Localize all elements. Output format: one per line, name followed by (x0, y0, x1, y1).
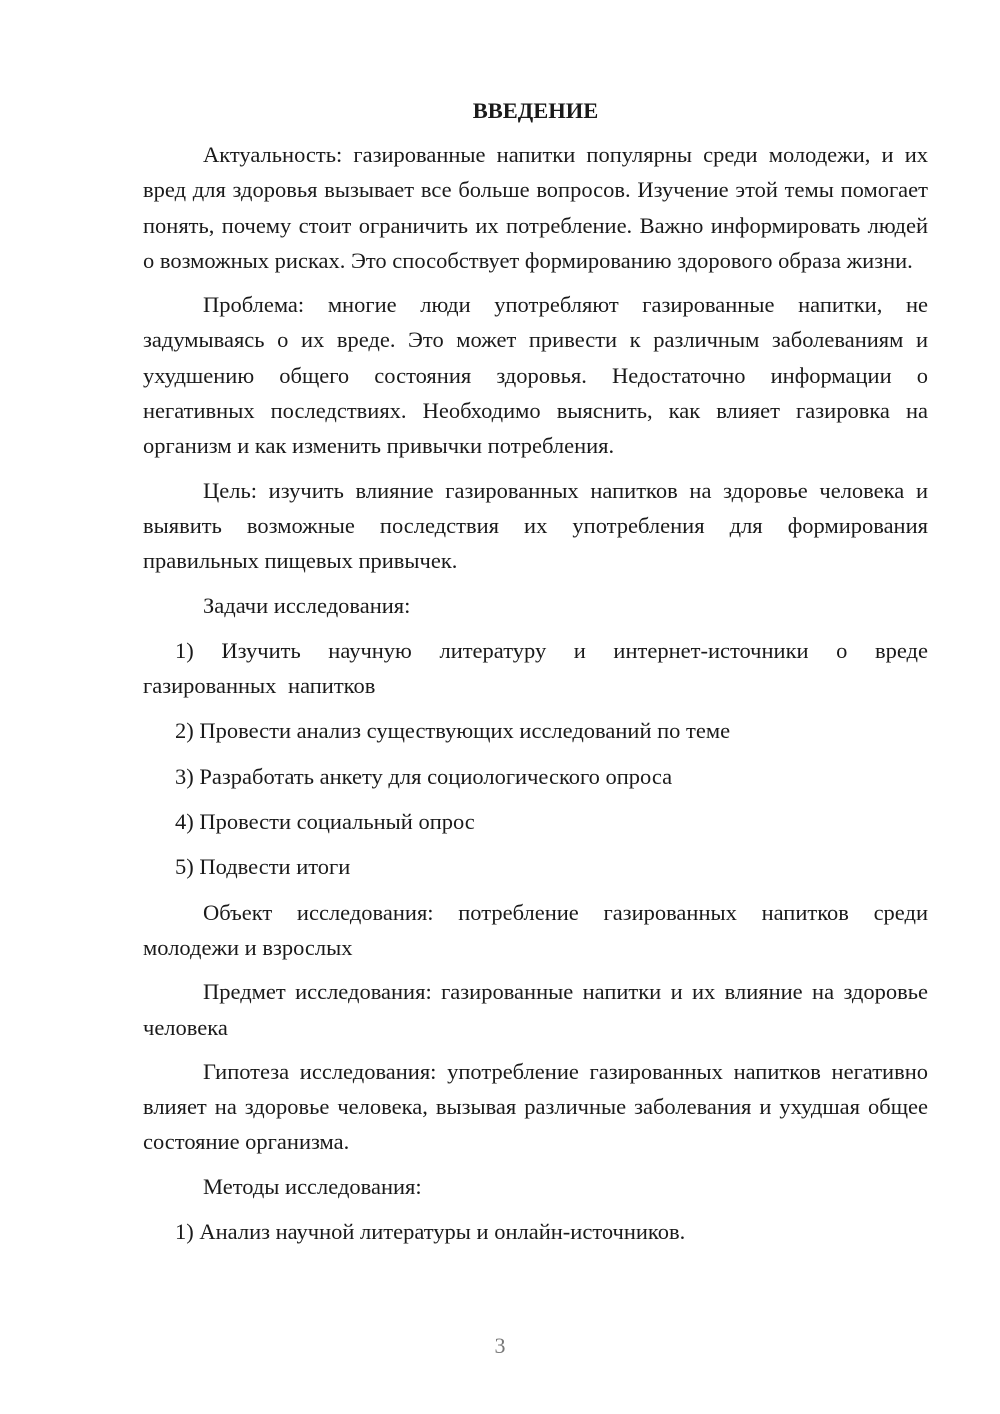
task-item-1: 1) Изучить научную литературу и интернет-источники о вреде газированных напитков (143, 637, 928, 699)
tasks-heading: Задачи исследования: (203, 592, 411, 618)
paragraph-goal: Цель: изучить влияние газированных напитков на здоровье человека и выявить возможные последствия их употребления для формирования правильных пищевых привычек. (143, 477, 928, 574)
paragraph-hypothesis: Гипотеза исследования: употребление газированных напитков негативно влияет на здоровье человека, вызывая различные заболевания и ухудшая общее состояние организма. (143, 1058, 928, 1155)
page-content (143, 93, 928, 1259)
task-item-4: 4) Провести социальный опрос (175, 809, 475, 835)
task-item-2: 2) Провести анализ существующих исследований по теме (175, 718, 731, 744)
task-item-5: 5) Подвести итоги (175, 854, 351, 880)
page-number: 3 (494, 1333, 506, 1358)
method-item-1: 1) Анализ научной литературы и онлайн-источников. (175, 1219, 686, 1245)
page-title: ВВЕДЕНИЕ (472, 98, 599, 123)
paragraph-object: Объект исследования: потребление газированных напитков среди молодежи и взрослых (143, 899, 928, 960)
task-item-3: 3) Разработать анкету для социологического опроса (175, 763, 673, 789)
paragraph-relevance: Актуальность: газированные напитки популярны среди молодежи, и их вред для здоровья вызывает все больше вопросов. Изучение этой темы помогает понять, почему стоит ограничить их потребление. Важно информировать людей о возможных рисках. Это способствует формированию здорового образа жизни. (143, 142, 928, 273)
methods-heading: Методы исследования: (203, 1173, 422, 1199)
paragraph-subject: Предмет исследования: газированные напитки и их влияние на здоровье человека (143, 979, 928, 1040)
paragraph-problem: Проблема: многие люди употребляют газированные напитки, не задумываясь о их вреде. Это может привести к различным заболеваниям и ухудшению общего состояния здоровья. Недостаточно информации о негативных последствиях. Необходимо выяснить, как влияет газировка на организм и как изменить привычки потребления. (143, 292, 928, 459)
